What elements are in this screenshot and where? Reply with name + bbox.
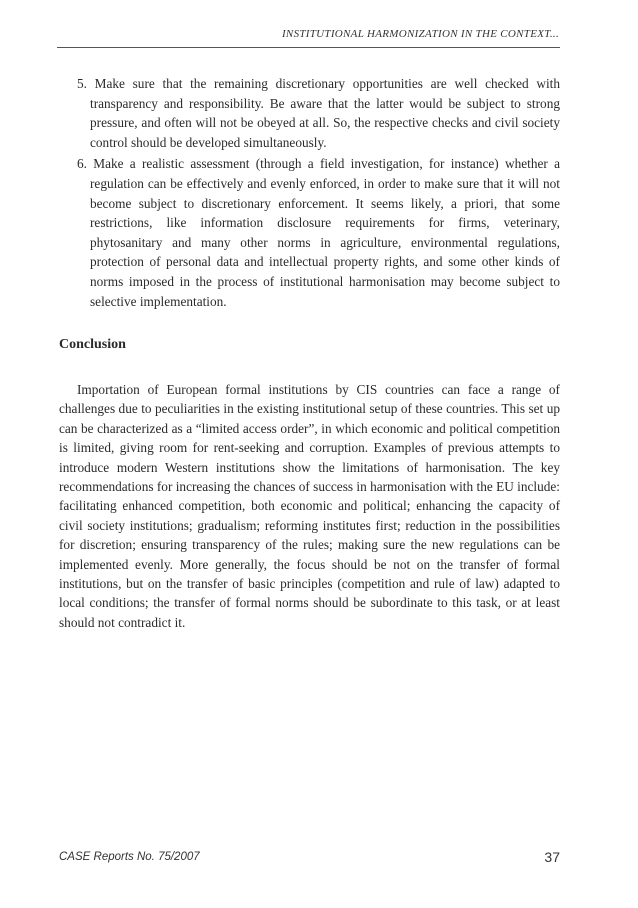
recommendation-item-5: 5. Make sure that the remaining discretionary opportunities are well checked with transparency and responsibility. Be aware that the latter would be subject to strong pressure, and often will not be obeyed at all. So, the respective checks and civil society control should be developed simultaneously.	[77, 76, 560, 150]
header-rule	[57, 47, 560, 48]
recommendation-item-6: 6. Make a realistic assessment (through a field investigation, for instance) whether a regulation can be effectively and evenly enforced, in order to make sure that it will not become subject to discretionary enforcement. It seems likely, a priori, that some restrictions, like information disclosure requirements for firms, veterinary, phytosanitary and many other norms in agriculture, environmental regulations, protection of personal data and intellectual property rights, and some other kinds of norms imposed in the process of institutional harmonisation may become subject to selective implementation.	[77, 156, 560, 309]
section-heading-conclusion: Conclusion	[59, 337, 126, 352]
recommendation-list	[77, 74, 560, 313]
running-head-title: INSTITUTIONAL HARMONIZATION IN THE CONTEXT...	[281, 28, 559, 40]
page-number: 37	[544, 849, 560, 865]
footer-series: CASE Reports No. 75/2007	[59, 851, 200, 863]
conclusion-paragraph: Importation of European formal institutions by CIS countries can face a range of challenges due to peculiarities in the existing institutional setup of these countries. This set up can be characterized as a “limited access order”, in which economic and political competition is limited, giving room for rent-seeking and corruption. Examples of previous attempts to introduce modern Western institutions show the limitations of harmonisation. The key recommendations for increasing the chances of success in harmonisation with the EU include: facilitating enhanced competition, both economic and political; enhancing the capacity of civil society institutions; gradualism; reforming institutes first; reduction in the possibilities for discretion; ensuring transparency of the rules; making sure the new regulations can be implemented evenly. More generally, the focus should be not on the transfer of formal institutions, but on the transfer of basic principles (competition and rule of law) adapted to local conditions; the transfer of formal norms should be subordinate to this task, or at least should not contradict it.	[59, 382, 560, 630]
